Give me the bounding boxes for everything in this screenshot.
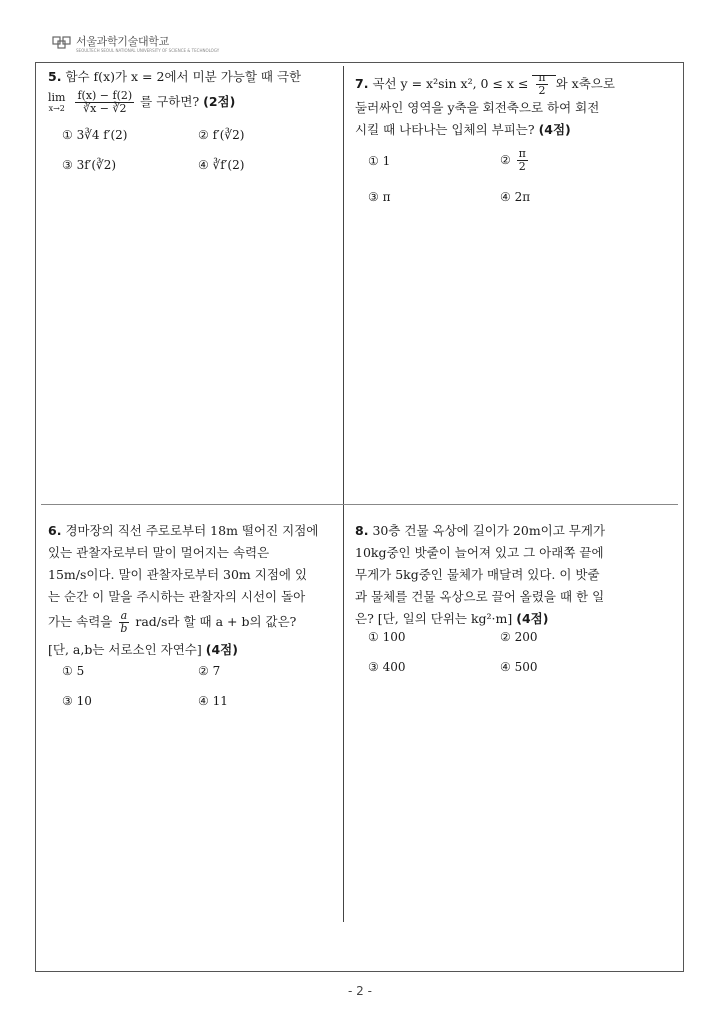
logo-subtext: SEOULTECH SEOUL NATIONAL UNIVERSITY OF SCIENCE & TECHNOLOGY — [76, 47, 220, 53]
question-text: 함수 f(x)가 x = 2에서 미분 가능할 때 극한 — [65, 69, 302, 84]
sqrt-expression: $\frac{\pi}{2}$ — [532, 75, 555, 91]
question-number: 7. — [355, 76, 369, 91]
option-1[interactable]: ① 1 — [368, 154, 391, 168]
seoultech-logo-icon — [52, 35, 72, 53]
limit-operator: lim x→2 — [48, 90, 66, 113]
page-number: - 2 - — [348, 984, 372, 998]
question-text-line3: 15m/s이다. 말이 관찰자로부터 30m 지점에 있 — [48, 567, 308, 582]
question-number: 6. — [48, 523, 62, 538]
question-8 — [355, 520, 605, 630]
question-text: 30층 건물 옥상에 길이가 20m이고 무게가 — [372, 523, 606, 538]
option-4[interactable]: ④ ∛f′(2) — [198, 158, 245, 172]
question-6: 6. 경마장의 직선 주로로부터 18m 떨어진 지점에 있는 관찰자로부터 말이 멀어지는 속력은 15m/s이다. 말이 관찰자로부터 30m 지점에 있 는 순간 이 말을 주시하는 관찰자의 시선이 돌아 가는 속력을 $\frac{a}{b}$ rad/s라 할 때 a + b의 값은? [단, a,b는 서로소인 자연수] (4점) — [48, 523, 319, 657]
option-4[interactable]: ④ 500 — [500, 660, 538, 674]
points-label: (2점) — [203, 94, 236, 109]
question-text-tail: 를 구하면? — [140, 94, 200, 109]
question-text: 곡선 y = x²sin x², 0 ≤ x ≤ — [372, 76, 529, 91]
question-number: 5. — [48, 69, 62, 84]
option-1[interactable]: ① 3∛4 f′(2) — [62, 128, 128, 142]
question-text-line2: 10kg중인 밧줄이 늘어져 있고 그 아래쪽 끝에 — [355, 545, 604, 560]
option-4[interactable]: ④ 2π — [500, 190, 531, 204]
option-2[interactable]: ② f′(∛2) — [198, 128, 245, 142]
option-1[interactable]: ① 5 — [62, 664, 85, 678]
option-2[interactable]: ② $\frac{\pi}{2}$ — [500, 147, 526, 173]
option-3[interactable]: ③ 3f′(∛2) — [62, 158, 117, 172]
points-label: (4점) — [538, 122, 571, 137]
points-label: (4점) — [516, 611, 549, 626]
option-3[interactable]: ③ 400 — [368, 660, 406, 674]
university-logo — [52, 34, 219, 54]
question-number: 8. — [355, 523, 369, 538]
question-text-line2: 있는 관찰자로부터 말이 멀어지는 속력은 — [48, 545, 270, 560]
question-text-line2: 둘러싸인 영역을 y축을 회전축으로 하여 회전 — [355, 100, 600, 115]
question-condition: [단, a,b는 서로소인 자연수] — [48, 642, 202, 657]
question-text: 경마장의 직선 주로로부터 18m 떨어진 지점에 — [65, 523, 319, 538]
question-text-line5: 은? [단, 일의 단위는 kg²·m] — [355, 611, 513, 626]
points-label: (4점) — [205, 642, 238, 657]
option-4[interactable]: ④ 11 — [198, 694, 228, 708]
option-2[interactable]: ② 200 — [500, 630, 538, 644]
option-2[interactable]: ② 7 — [198, 664, 221, 678]
page-frame — [35, 62, 684, 972]
option-1[interactable]: ① 100 — [368, 630, 406, 644]
option-3[interactable]: ③ 10 — [62, 694, 92, 708]
option-3[interactable]: ③ π — [368, 190, 391, 204]
question-7: 7. 곡선 y = x²sin x², 0 ≤ x ≤ $\frac{\pi}{2}$ 와 x축으로 둘러싸인 영역을 y축을 회전축으로 하여 회전 시킬 때 나타나는 입체의 부피는? (4점) — [355, 71, 615, 137]
logo-text: 서울과학기술대학교 — [76, 34, 169, 48]
question-text-line3: 시킬 때 나타나는 입체의 부피는? — [355, 122, 535, 137]
rate-fraction: $\frac{a}{b}$ — [120, 609, 128, 635]
row-divider — [41, 504, 678, 505]
column-divider — [343, 66, 344, 922]
question-5 — [48, 66, 301, 115]
limit-fraction: $\frac{f(x) - f(2)}{∛x - ∛2}$ — [77, 89, 133, 115]
question-text-line3: 무게가 5kg중인 물체가 매달려 있다. 이 밧줄 — [355, 567, 600, 582]
question-text-line4: 는 순간 이 말을 주시하는 관찰자의 시선이 돌아 — [48, 589, 306, 604]
question-text-line4: 과 물체를 건물 옥상으로 끌어 올렸을 때 한 일 — [355, 589, 605, 604]
